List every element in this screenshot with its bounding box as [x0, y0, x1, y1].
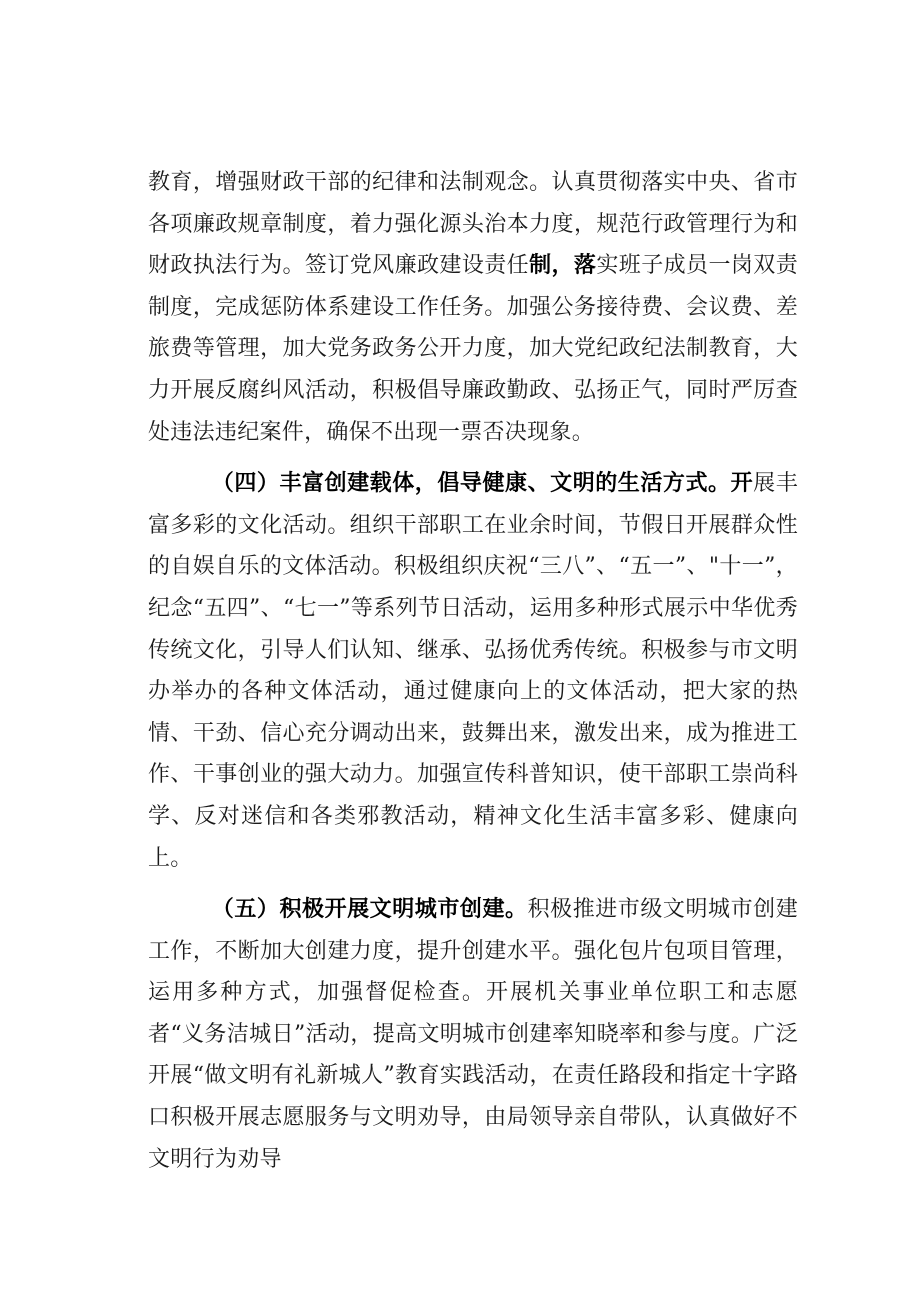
document-body	[148, 162, 798, 1180]
paragraph-discipline-education	[148, 162, 798, 453]
paragraph-section-five	[148, 889, 798, 1180]
paragraph-text: 实班子成员一岗双责制度，完成惩防体系建设工作任务。加强公务接待费、会议费、差旅费等管理，加大党务政务公开力度，加大党纪政纪法制教育，大力开展反腐纠风活动，积极倡导廉政勤政、弘扬正气，同时严厉查处违法违纪案件，确保不出现一票否决现象。	[148, 253, 798, 445]
paragraph-text: 积极推进市级文明城市创建工作，不断加大创建力度，提升创建水平。强化包片包项目管理，运用多种方式，加强督促检查。开展机关事业单位职工和志愿者“义务洁城日”活动，提高文明城市创建率知晓率和参与度。广泛开展“做文明有礼新城人”教育实践活动，在责任路段和指定十字路口积极开展志愿服务与文明劝导，由局领导亲自带队，认真做好不文明行为劝导	[148, 897, 798, 1172]
section-heading-five: （五）积极开展文明城市创建。	[211, 896, 528, 923]
paragraph-section-four	[148, 463, 798, 879]
paragraph-text: 展丰富多彩的文化活动。组织干部职工在业余时间，节假日开展群众性的自娱自乐的文体活动。积极组织庆祝“三八”、“五一”、"十一”，纪念“五四”、“七一”等系列节日活动，运用多种形式展示中华优秀传统文化，引导人们认知、继承、弘扬优秀传统。积极参与市文明办举办的各种文体活动，通过健康向上的文体活动，把大家的热情、干劲、信心充分调动出来，鼓舞出来，激发出来，成为推进工作、干事创业的强大动力。加强宣传科普知识，使干部职工崇尚科学、反对迷信和各类邪教活动，精神文化生活丰富多彩、健康向上。	[148, 471, 798, 871]
bold-phrase: 制，落	[529, 252, 597, 279]
section-heading-four: （四）丰富创建载体，倡导健康、文明的生活方式。开	[211, 470, 754, 497]
paragraph-text: 教育，增强财政干部的纪律和法制观念。认真贯彻落实中央、省市各项廉政规章制度，着力强化源头治本力度，规范行政管理行为和财政执法行为。签订党风廉政建设责任	[148, 170, 798, 279]
